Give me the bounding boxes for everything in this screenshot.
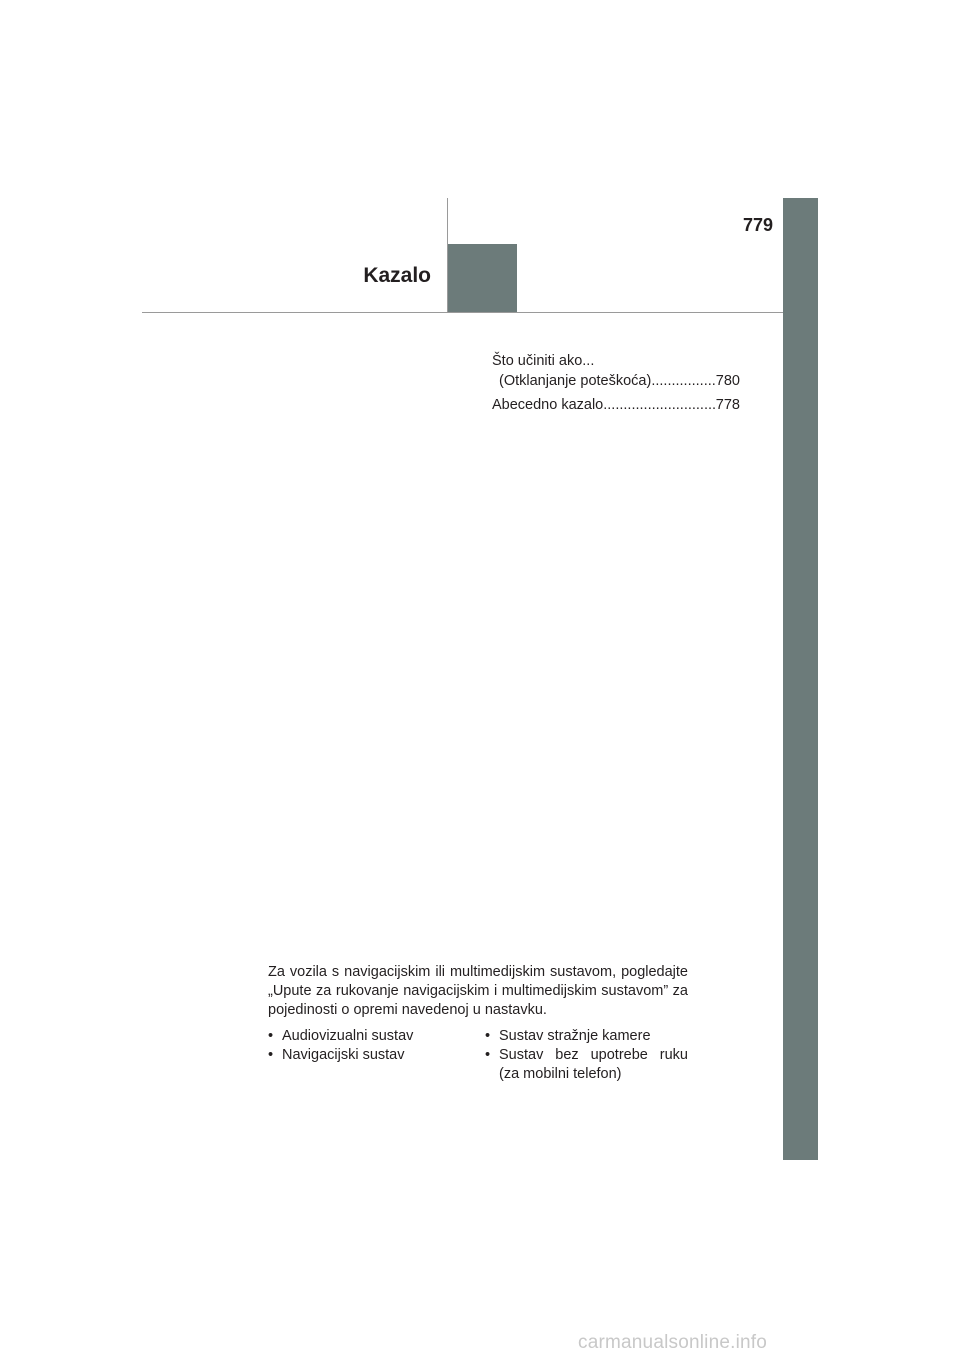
chapter-side-tab [783, 198, 818, 1160]
list-item: • Sustav stražnje kamere [485, 1027, 688, 1046]
equipment-list-right [485, 1027, 688, 1084]
equipment-list-left [268, 1027, 458, 1065]
list-item-continuation [485, 1065, 688, 1084]
list-item-continuation-text: (za mobilni telefon) [499, 1066, 622, 1082]
toc-leader-dots [603, 396, 716, 415]
toc-entry-1-subtitle: (Otklanjanje poteškoća) [499, 373, 652, 389]
toc-leader-dots [651, 372, 715, 391]
toc-entry-2-title: Abecedno kazalo [492, 397, 604, 413]
watermark: carmanualsonline.info [578, 1332, 768, 1353]
page-number: 779 [742, 215, 773, 235]
navigation-system-note: Za vozila s navigacijskim ili multimedijskim sustavom, pogledajte „Upute za rukovanje navigacijskim i multimedijskim sustavom” za pojedinosti o opremi navedenoj u nastavku. [268, 964, 688, 1018]
list-item: • Audiovizualni sustav [268, 1027, 458, 1046]
toc-entry-2[interactable] [492, 396, 740, 415]
header-vertical-divider [447, 198, 448, 313]
toc-entry-2-page: 778 [715, 397, 740, 413]
toc-entry-1[interactable] [499, 372, 740, 391]
chapter-marker-square [448, 244, 517, 313]
list-item: • Sustav bez upotrebe ruku [485, 1046, 688, 1065]
toc-entry-1-title[interactable]: Što učiniti ako... [492, 353, 595, 369]
list-item: • Navigacijski sustav [268, 1046, 458, 1065]
section-title: Kazalo [363, 264, 431, 287]
header-horizontal-divider [142, 312, 783, 313]
toc-entry-1-page: 780 [715, 373, 740, 389]
